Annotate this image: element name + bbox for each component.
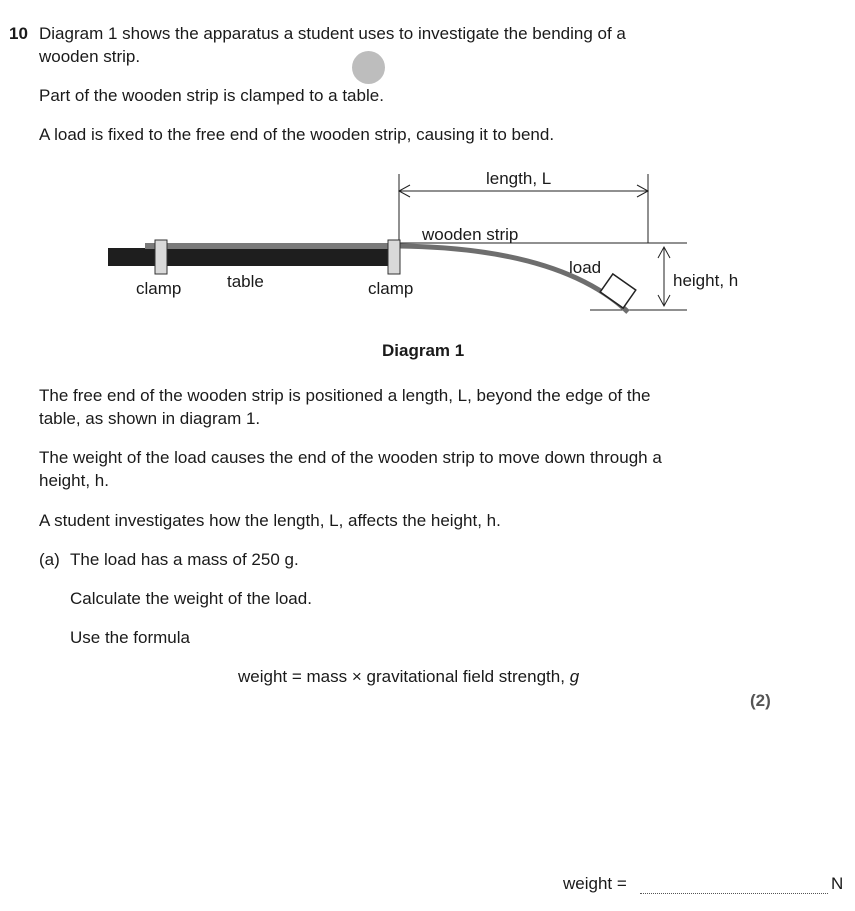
question-number: 10 — [9, 24, 28, 43]
formula-intro: Use the formula — [70, 628, 190, 647]
label-clamp-right: clamp — [368, 279, 414, 298]
para-weight-1: The weight of the load causes the end of the wooden strip to move down through a — [39, 448, 662, 467]
answer-unit: N — [831, 874, 844, 893]
paragraph-load: A load is fixed to the free end of the wooden strip, causing it to bend. — [39, 125, 555, 144]
answer-label: weight = — [563, 874, 627, 893]
table — [108, 248, 400, 266]
para-weight-2: height, h. — [39, 471, 109, 490]
paragraph-clamped: Part of the wooden strip is clamped to a table. — [39, 86, 384, 105]
label-height: height, h — [673, 271, 739, 290]
label-length: length, L — [486, 169, 552, 188]
apparatus-diagram — [0, 160, 855, 335]
marks-indicator: (2) — [750, 691, 771, 710]
label-wooden-strip: wooden strip — [422, 225, 519, 244]
formula — [238, 665, 579, 688]
para-free-end-1: The free end of the wooden strip is positioned a length, L, beyond the edge of the — [39, 386, 651, 405]
clamp-right — [388, 240, 400, 274]
part-a-instruction: Calculate the weight of the load. — [70, 589, 312, 608]
intro-line-1: Diagram 1 shows the apparatus a student uses to investigate the bending of a — [39, 24, 626, 43]
label-clamp-left: clamp — [136, 279, 182, 298]
wooden-strip-bent — [399, 246, 628, 312]
clamp-left — [155, 240, 167, 274]
para-free-end-2: table, as shown in diagram 1. — [39, 409, 261, 428]
gray-dot-marker — [352, 51, 385, 84]
formula-main: weight = mass × gravitational field strength, — [238, 667, 565, 686]
formula-symbol: g — [569, 667, 580, 686]
part-a-label: (a) — [39, 550, 60, 569]
label-table: table — [227, 272, 264, 291]
intro-line-2: wooden strip. — [39, 47, 141, 66]
part-a-text: The load has a mass of 250 g. — [70, 550, 299, 569]
load-block — [600, 274, 636, 308]
diagram-caption: Diagram 1 — [382, 341, 465, 360]
para-investigates: A student investigates how the length, L, affects the height, h. — [39, 511, 501, 530]
label-load: load — [569, 258, 602, 277]
answer-input-line[interactable] — [640, 893, 828, 894]
wooden-strip-flat — [145, 243, 400, 249]
